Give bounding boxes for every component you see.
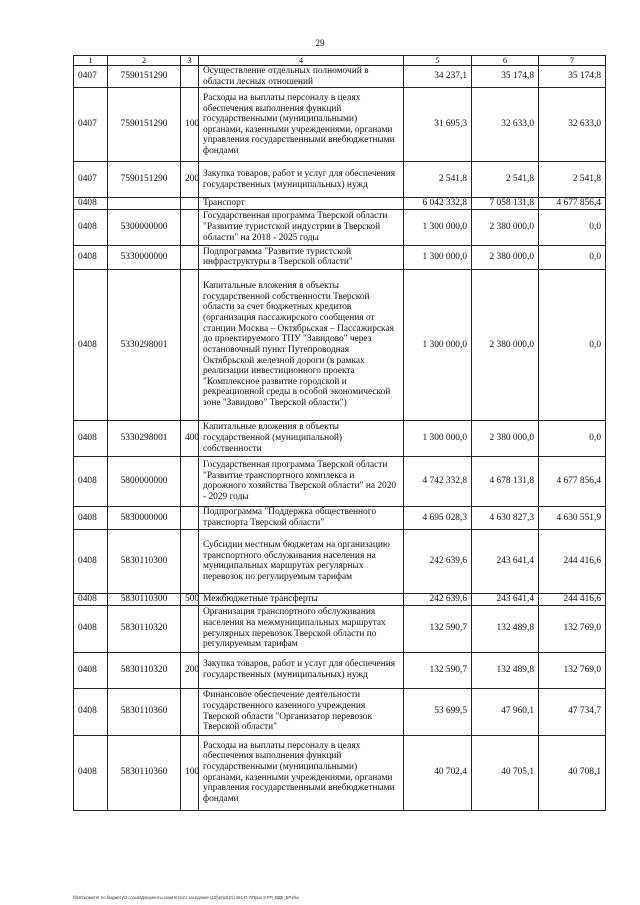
table-row [74, 162, 606, 198]
table-row [74, 529, 606, 593]
expense-type-cell: 200 [181, 162, 199, 198]
amount-year1-cell: 53 699,5 [404, 688, 472, 735]
expense-type-cell [181, 506, 199, 529]
header-cell: 6 [472, 56, 539, 66]
header-cell: 4 [199, 56, 404, 66]
file-path-footer: \\fs01\комитет по бюджету\3 созыв\Документы комитета\21 заседание (12)\pr\pr(21) 161-П-7\Прил 8 РП_ВДЕ_БР.xlsx [73, 895, 299, 900]
amount-year2-cell: 7 058 131,8 [472, 198, 539, 210]
target-article-cell: 5830110360 [108, 688, 181, 735]
amount-year3-cell: 32 633,0 [539, 88, 606, 162]
amount-year1-cell: 1 300 000,0 [404, 269, 472, 420]
amount-year1-cell: 2 541,8 [404, 162, 472, 198]
amount-year3-cell: 244 416,6 [539, 593, 606, 605]
table-row [74, 652, 606, 688]
amount-year2-cell: 243 641,4 [472, 593, 539, 605]
table-row [74, 420, 606, 456]
section-code-cell: 0408 [74, 456, 108, 506]
target-article-cell [108, 198, 181, 210]
target-article-cell: 5830000000 [108, 506, 181, 529]
section-code-cell: 0408 [74, 529, 108, 593]
description-cell: Закупка товаров, работ и услуг для обеспечения государственных (муниципальных) нужд [199, 652, 404, 688]
expense-type-cell [181, 245, 199, 269]
amount-year3-cell: 132 769,0 [539, 652, 606, 688]
description-cell: Расходы на выплаты персоналу в целях обеспечения выполнения функций государственными (муниципальными) органами, казенными учреждениями, органами управления государственными внебюджетными фондами [199, 735, 404, 810]
amount-year1-cell: 1 300 000,0 [404, 420, 472, 456]
amount-year2-cell: 32 633,0 [472, 88, 539, 162]
amount-year1-cell: 132 590,7 [404, 652, 472, 688]
amount-year3-cell: 4 677 856,4 [539, 456, 606, 506]
header-row [74, 56, 606, 66]
description-cell: Межбюджетные трансферты [199, 593, 404, 605]
target-article-cell: 5830110300 [108, 593, 181, 605]
amount-year2-cell: 4 678 131,8 [472, 456, 539, 506]
amount-year1-cell: 31 695,3 [404, 88, 472, 162]
expense-type-cell [181, 209, 199, 245]
section-code-cell: 0408 [74, 420, 108, 456]
amount-year1-cell: 132 590,7 [404, 605, 472, 652]
expense-type-cell [181, 605, 199, 652]
target-article-cell: 7590151290 [108, 66, 181, 88]
section-code-cell: 0408 [74, 209, 108, 245]
section-code-cell: 0408 [74, 245, 108, 269]
target-article-cell: 5300000000 [108, 209, 181, 245]
expense-type-cell [181, 198, 199, 210]
target-article-cell: 5830110320 [108, 652, 181, 688]
expense-type-cell [181, 688, 199, 735]
amount-year3-cell: 47 734,7 [539, 688, 606, 735]
table-row [74, 198, 606, 210]
table-row [74, 269, 606, 420]
section-code-cell: 0408 [74, 506, 108, 529]
table-row [74, 605, 606, 652]
header-cell: 2 [108, 56, 181, 66]
amount-year3-cell: 40 708,1 [539, 735, 606, 810]
expense-type-cell: 200 [181, 652, 199, 688]
section-code-cell: 0408 [74, 198, 108, 210]
page-number: 29 [315, 38, 325, 48]
header-cell: 1 [74, 56, 108, 66]
amount-year3-cell: 2 541,8 [539, 162, 606, 198]
description-cell: Транспорт [199, 198, 404, 210]
amount-year1-cell: 40 702,4 [404, 735, 472, 810]
expense-type-cell: 400 [181, 420, 199, 456]
amount-year2-cell: 2 380 000,0 [472, 209, 539, 245]
section-code-cell: 0408 [74, 605, 108, 652]
amount-year1-cell: 4 695 028,3 [404, 506, 472, 529]
amount-year2-cell: 2 380 000,0 [472, 420, 539, 456]
header-cell: 3 [181, 56, 199, 66]
amount-year3-cell: 0,0 [539, 209, 606, 245]
amount-year3-cell: 132 769,0 [539, 605, 606, 652]
amount-year3-cell: 244 416,6 [539, 529, 606, 593]
amount-year3-cell: 35 174,8 [539, 66, 606, 88]
amount-year3-cell: 0,0 [539, 245, 606, 269]
description-cell: Государственная программа Тверской области "Развитие транспортного комплекса и дорожного хозяйства Тверской области" на 2020 - 2029 годы [199, 456, 404, 506]
table-row [74, 456, 606, 506]
description-cell: Подпрограмма "Поддержка общественного транспорта Тверской области" [199, 506, 404, 529]
table-row [74, 593, 606, 605]
amount-year1-cell: 242 639,6 [404, 529, 472, 593]
amount-year3-cell: 4 630 551,9 [539, 506, 606, 529]
target-article-cell: 5330000000 [108, 245, 181, 269]
table-row [74, 209, 606, 245]
amount-year1-cell: 1 300 000,0 [404, 245, 472, 269]
expense-type-cell: 100 [181, 88, 199, 162]
amount-year1-cell: 6 042 332,8 [404, 198, 472, 210]
section-code-cell: 0408 [74, 269, 108, 420]
amount-year2-cell: 47 960,1 [472, 688, 539, 735]
amount-year2-cell: 35 174,8 [472, 66, 539, 88]
target-article-cell: 5330298001 [108, 420, 181, 456]
section-code-cell: 0408 [74, 688, 108, 735]
description-cell: Государственная программа Тверской области "Развитие туристской индустрии в Тверской области" на 2018 - 2025 годы [199, 209, 404, 245]
section-code-cell: 0408 [74, 593, 108, 605]
description-cell: Субсидии местным бюджетам на организацию транспортного обслуживания населения на муниципальных маршрутах регулярных перевозок по регулируемым тарифам [199, 529, 404, 593]
target-article-cell: 5830110320 [108, 605, 181, 652]
expense-type-cell [181, 456, 199, 506]
amount-year3-cell: 0,0 [539, 420, 606, 456]
amount-year2-cell: 132 489,8 [472, 652, 539, 688]
amount-year3-cell: 4 677 856,4 [539, 198, 606, 210]
description-cell: Подпрограмма "Развитие туристской инфраструктуры в Тверской области" [199, 245, 404, 269]
table-row [74, 506, 606, 529]
table-row [74, 88, 606, 162]
target-article-cell: 5330298001 [108, 269, 181, 420]
expense-type-cell [181, 269, 199, 420]
expense-type-cell [181, 529, 199, 593]
expense-type-cell: 500 [181, 593, 199, 605]
section-code-cell: 0407 [74, 66, 108, 88]
budget-table [73, 55, 606, 811]
description-cell: Капитальные вложения в объекты государственной (муниципальной) собственности [199, 420, 404, 456]
description-cell: Капитальные вложения в объекты государственной собственности Тверской области за счет бюджетных кредитов (организация пассажирского сообщения от станции Москва – Октябрьская – Пассажирская до проектируемого ТПУ "Завидово" через остановочный пункт Путепроводная Октябрьской железной дороги (в рамках реализации инвестиционного проекта "Комплексное развитие городской и рекреационной среды в особой экономической зоне "Завидово" Тверской области") [199, 269, 404, 420]
amount-year3-cell: 0,0 [539, 269, 606, 420]
header-cell: 5 [404, 56, 472, 66]
amount-year1-cell: 4 742 332,8 [404, 456, 472, 506]
section-code-cell: 0408 [74, 652, 108, 688]
description-cell: Организация транспортного обслуживания населения на межмуниципальных маршрутах регулярных перевозок Тверской области по регулируемым тарифам [199, 605, 404, 652]
amount-year2-cell: 2 380 000,0 [472, 269, 539, 420]
expense-type-cell [181, 66, 199, 88]
target-article-cell: 5830110300 [108, 529, 181, 593]
section-code-cell: 0408 [74, 735, 108, 810]
description-cell: Расходы на выплаты персоналу в целях обеспечения выполнения функций государственными (муниципальными) органами, казенными учреждениями, органами управления государственными внебюджетными фондами [199, 88, 404, 162]
table-row [74, 735, 606, 810]
table-row [74, 66, 606, 88]
header-cell: 7 [539, 56, 606, 66]
amount-year2-cell: 4 630 827,3 [472, 506, 539, 529]
description-cell: Закупка товаров, работ и услуг для обеспечения государственных (муниципальных) нужд [199, 162, 404, 198]
table-row [74, 688, 606, 735]
amount-year2-cell: 132 489,8 [472, 605, 539, 652]
amount-year2-cell: 40 705,1 [472, 735, 539, 810]
amount-year2-cell: 243 641,4 [472, 529, 539, 593]
target-article-cell: 7590151290 [108, 88, 181, 162]
description-cell: Финансовое обеспечение деятельности государственного казенного учреждения Тверской области "Организатор перевозок Тверской области" [199, 688, 404, 735]
amount-year1-cell: 1 300 000,0 [404, 209, 472, 245]
target-article-cell: 7590151290 [108, 162, 181, 198]
amount-year1-cell: 242 639,6 [404, 593, 472, 605]
section-code-cell: 0407 [74, 88, 108, 162]
description-cell: Осуществление отдельных полномочий в области лесных отношений [199, 66, 404, 88]
target-article-cell: 5830110360 [108, 735, 181, 810]
amount-year2-cell: 2 541,8 [472, 162, 539, 198]
section-code-cell: 0407 [74, 162, 108, 198]
amount-year2-cell: 2 380 000,0 [472, 245, 539, 269]
table-row [74, 245, 606, 269]
target-article-cell: 5800000000 [108, 456, 181, 506]
amount-year1-cell: 34 237,1 [404, 66, 472, 88]
expense-type-cell: 100 [181, 735, 199, 810]
